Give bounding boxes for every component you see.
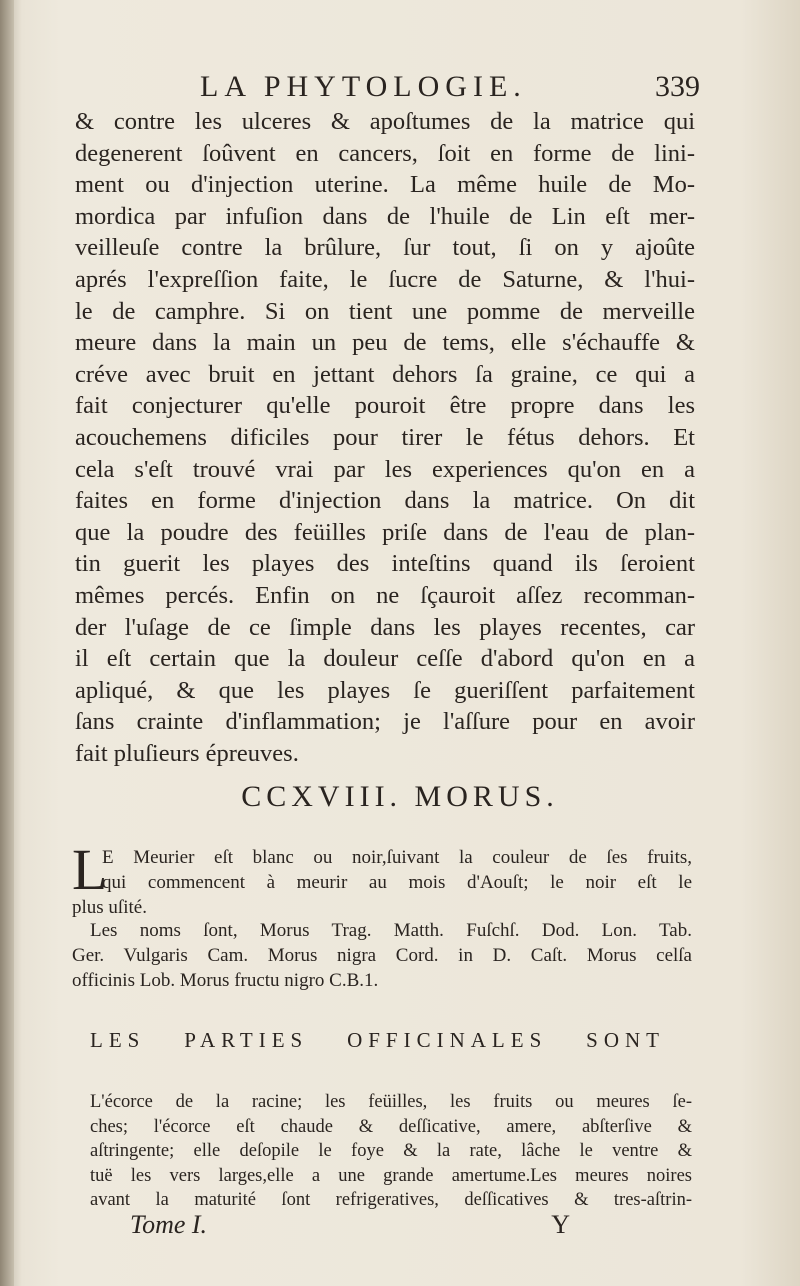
entry-line: plus uſité. bbox=[72, 897, 147, 918]
names-line: officinis Lob. Morus fructu nigro C.B.1. bbox=[72, 970, 379, 991]
volume-label: Tome I. bbox=[130, 1210, 208, 1239]
parts-line: avant la maturité ſont refrigeratives, deſſicatives & tres-aſtrin- bbox=[90, 1190, 692, 1210]
entry-paragraph bbox=[72, 837, 692, 920]
body-line: créve avec bruit en jettant dehors ſa graine, ce qui a bbox=[75, 360, 695, 388]
body-line: degenerent ſoûvent en cancers, ſoit en forme de lini- bbox=[75, 139, 695, 167]
body-line: faites en forme d'injection dans la matrice. On dit bbox=[75, 487, 695, 515]
section-title: CCXVIII. MORUS. bbox=[241, 780, 559, 813]
body-line: meure dans la main un peu de tems, elle s'échauffe & bbox=[75, 329, 695, 357]
body-line: acouchemens dificiles pour tirer le fétus dehors. Et bbox=[75, 423, 695, 451]
body-line: mêmes percés. Enfin on ne ſçauroit aſſez recomman- bbox=[75, 581, 695, 609]
drop-cap: L bbox=[72, 837, 108, 902]
running-head bbox=[200, 70, 700, 110]
body-paragraph bbox=[75, 106, 695, 769]
body-line: le de camphre. Si on tient une pomme de merveille bbox=[75, 297, 695, 325]
names-line: Ger. Vulgaris Cam. Morus nigra Cord. in D. Caſt. Morus celſa bbox=[72, 945, 692, 966]
body-line: veilleuſe contre la brûlure, ſur tout, ſi on y ajoûte bbox=[75, 234, 695, 262]
body-line: & contre les ulceres & apoſtumes de la matrice qui bbox=[75, 108, 695, 135]
body-line: mordica par infuſion dans de l'huile de Lin eſt mer- bbox=[75, 202, 695, 230]
parts-line: L'écorce de la racine; les feüilles, les fruits ou meures ſe- bbox=[90, 1092, 692, 1112]
body-line: cela s'eſt trouvé vrai par les experiences qu'on en a bbox=[75, 455, 695, 483]
entry-line: E Meurier eſt blanc ou noir,ſuivant la couleur de ſes fruits, bbox=[102, 847, 692, 868]
body-line: der l'uſage de ce ſimple dans les playes recentes, car bbox=[75, 613, 695, 641]
names-line: Les noms ſont, Morus Trag. Matth. Fuſchſ. Dod. Lon. Tab. bbox=[90, 920, 692, 941]
running-head-title: LA PHYTOLOGIE. bbox=[200, 70, 527, 103]
body-line: aprés l'expreſſion faite, le ſucre de Saturne, & l'hui- bbox=[75, 265, 695, 293]
body-line: il eſt certain que la douleur ceſſe d'abord qu'on en a bbox=[75, 645, 695, 673]
names-paragraph bbox=[72, 918, 692, 993]
page-number: 339 bbox=[655, 70, 700, 103]
signature-mark: Y bbox=[551, 1210, 570, 1239]
body-line: fait pluſieurs épreuves. bbox=[75, 739, 299, 767]
parts-paragraph bbox=[90, 1090, 692, 1213]
page-footer bbox=[130, 1210, 570, 1250]
body-line: apliqué, & que les playes ſe gueriſſent parfaitement bbox=[75, 676, 695, 704]
body-line: ſans crainte d'inflammation; je l'aſſure pour en avoir bbox=[75, 708, 695, 736]
body-line: que la poudre des feüilles priſe dans de l'eau de plan- bbox=[75, 518, 695, 546]
body-line: fait conjecturer qu'elle pouroit être propre dans les bbox=[75, 392, 695, 420]
body-line: tin guerit les playes des inteſtins quand ils ſeroient bbox=[75, 550, 695, 578]
parts-line: aſtringente; elle deſopile le foye & la rate, lâche le ventre & bbox=[90, 1141, 692, 1161]
body-line: ment ou d'injection uterine. La même huile de Mo- bbox=[75, 171, 695, 199]
book-gutter-shadow bbox=[0, 0, 14, 1286]
entry-line: qui commencent à meurir au mois d'Aouſt; le noir eſt le bbox=[102, 872, 692, 893]
parts-line: tuë les vers larges,elle a une grande amertume.Les meures noires bbox=[90, 1165, 692, 1186]
parts-line: ches; l'écorce eſt chaude & deſſicative, amere, abſterſive & bbox=[90, 1116, 692, 1137]
parts-heading: LES PARTIES OFFICINALES SONT bbox=[90, 1028, 665, 1052]
